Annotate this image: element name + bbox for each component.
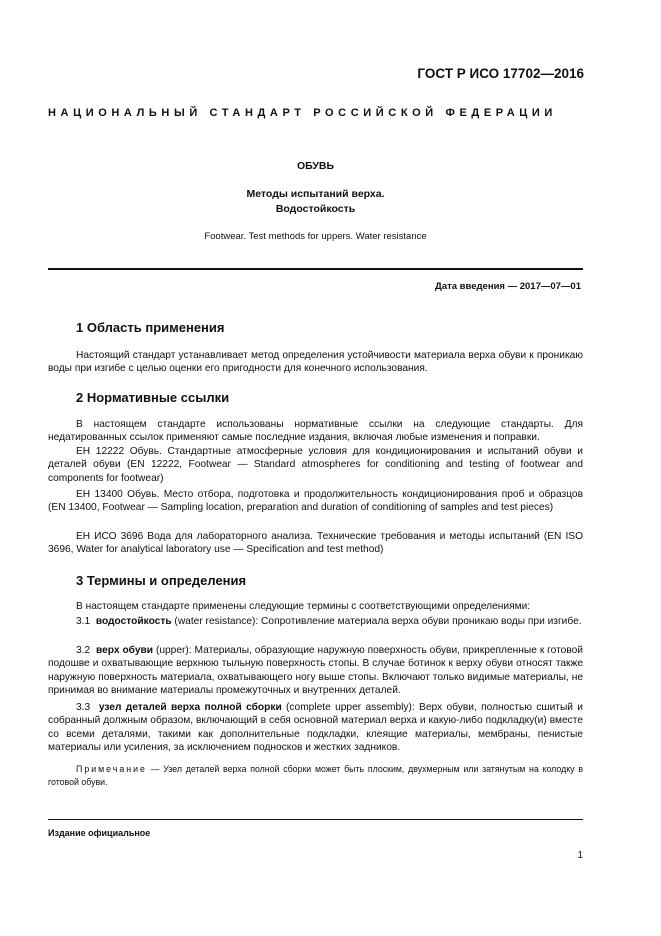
term-water-resistance xyxy=(48,615,583,628)
term-number: 3.3 xyxy=(76,702,91,713)
national-standard-title: НАЦИОНАЛЬНЫЙ СТАНДАРТ РОССИЙСКОЙ ФЕДЕРАЦИИ xyxy=(48,107,557,119)
term-name: верх обуви xyxy=(96,645,154,656)
note-text: — Узел деталей верха полной сборки может быть плоским, двухмерным или затянутым на колодку в готовой обуви. xyxy=(48,764,583,787)
term-definition: (complete upper assembly): Верх обуви, полностью сшитый и собранный должным образом, включающий в себя основной материал верха и какую-либо подкладку(и) вместе со всеми деталями, такими как дополнительные подкладки, клеящие материалы, мембраны, пенистые материалы или усиления, за исключением подносков и жестких задников. xyxy=(48,702,583,753)
note-label: Примечание xyxy=(76,764,147,774)
section-3-heading: 3 Термины и определения xyxy=(76,573,247,588)
reference-en-iso-3696: ЕН ИСО 3696 Вода для лабораторного анализа. Технические требования и методы испытаний (EN ISO 3696, Water for analytical laboratory use — Specification and test method) xyxy=(48,531,583,556)
english-title: Footwear. Test methods for uppers. Water resistance xyxy=(204,231,427,242)
section-1-heading: 1 Область применения xyxy=(76,320,225,335)
introduction-date: Дата введения — 2017—07—01 xyxy=(435,281,581,292)
note xyxy=(48,763,583,789)
term-upper xyxy=(48,644,583,697)
edition-label: Издание официальное xyxy=(48,828,151,838)
document-subtitle-line1: Методы испытаний верха. xyxy=(246,188,385,200)
reference-en-13400: ЕН 13400 Обувь. Место отбора, подготовка и продолжительность кондиционирования проб и образцов (EN 13400, Footwear — Sampling location, preparation and duration of conditioning of samples and test pieces) xyxy=(48,489,583,514)
term-complete-upper-assembly xyxy=(48,701,583,754)
reference-en-12222: ЕН 12222 Обувь. Стандартные атмосферные условия для кондиционирования и испытаний обуви и деталей обуви (EN 12222, Footwear — Standard atmospheres for conditioning and testing of footwear and components for footwear) xyxy=(48,446,583,484)
term-name: водостойкость xyxy=(95,616,172,627)
document-title: ОБУВЬ xyxy=(296,160,335,172)
gost-number: ГОСТ Р ИСО 17702—2016 xyxy=(417,66,584,81)
header-divider xyxy=(48,268,583,270)
term-definition: (water resistance): Сопротивление материала верха обуви проникаю воды при изгибе. xyxy=(171,616,582,627)
document-subtitle-line2: Водостойкость xyxy=(275,203,356,215)
section-2-heading: 2 Нормативные ссылки xyxy=(76,390,230,405)
page-number: 1 xyxy=(577,850,583,861)
term-number: 3.2 xyxy=(76,645,91,656)
term-name: узел деталей верха полной сборки xyxy=(98,702,282,713)
term-number: 3.1 xyxy=(76,616,91,627)
section-2-intro: В настоящем стандарте использованы нормативные ссылки на следующие стандарты. Для недатированных ссылок применяют самые последние издания, включая любые изменения и поправки. xyxy=(48,419,583,444)
section-3-intro: В настоящем стандарте применены следующие термины с соответствующими определениями: xyxy=(76,601,531,612)
footer-divider xyxy=(48,819,583,820)
term-definition: (upper): Материалы, образующие наружную поверхность обуви, прикрепленные к готовой подошве и охватывающие верхнюю тыльную поверхность стопы. В случае ботинок к верху обуви относят также наружную поверхность материала, охватывающего ногу выше стопы. Включают только видимые материалы, не принимая во внимание материалы промежуточных и внутренних деталей. xyxy=(48,645,583,696)
section-1-text: Настоящий стандарт устанавливает метод определения устойчивости материала верха обуви к проникаю воды при изгибе с целью оценки его пригодности для конечного использования. xyxy=(48,350,583,375)
